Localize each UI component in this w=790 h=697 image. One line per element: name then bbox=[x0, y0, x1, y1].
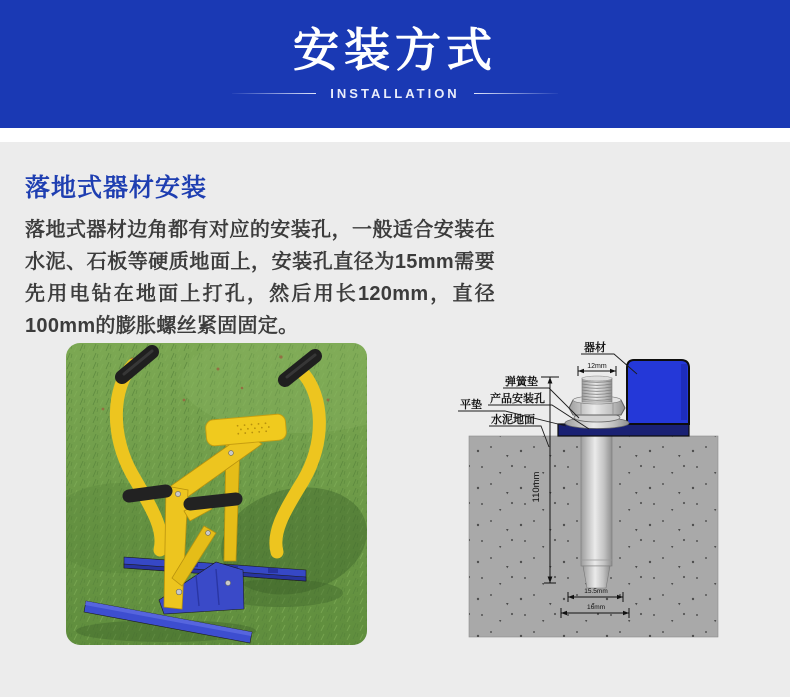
installation-diagram bbox=[440, 335, 758, 685]
dim-bolt-top-text: 12mm bbox=[587, 363, 607, 370]
content-section bbox=[0, 142, 790, 697]
dimension-bolt-top bbox=[578, 363, 616, 376]
section-heading: 落地式器材安装 bbox=[25, 174, 208, 202]
banner-title: 安装方式 bbox=[293, 24, 497, 76]
dim-hole-inner-text: 15.5mm bbox=[584, 588, 608, 595]
anchor-bolt-head bbox=[565, 376, 629, 429]
label-cement-ground: 水泥地面 bbox=[491, 414, 535, 426]
left-foam-peg bbox=[129, 491, 166, 496]
threaded-stud bbox=[582, 376, 612, 402]
banner-subtitle: INSTALLATION bbox=[330, 85, 460, 101]
label-spring-washer: 弹簧垫 bbox=[505, 376, 538, 388]
equipment-bracket bbox=[627, 360, 689, 424]
dim-anchor-depth-text: 110mm bbox=[531, 471, 542, 503]
decor-line-right bbox=[474, 93, 558, 94]
banner-subtitle-row bbox=[232, 86, 557, 101]
body-paragraph: 落地式器材边角都有对应的安装孔，一般适合安装在水泥、石板等硬质地面上，安装孔直径为15mm需要先用电钻在地面上打孔，然后用长120mm，直径100mm的膨胀螺丝紧固固定。 bbox=[25, 219, 495, 337]
banner bbox=[0, 0, 790, 128]
decor-line-left bbox=[232, 93, 316, 94]
label-mounting-hole: 产品安装孔 bbox=[490, 393, 545, 405]
right-foam-peg bbox=[190, 499, 236, 504]
equipment-photo bbox=[66, 343, 367, 645]
label-equipment: 器材 bbox=[584, 342, 606, 354]
expansion-anchor-sleeve bbox=[581, 436, 612, 588]
label-flat-washer: 平垫 bbox=[460, 399, 482, 411]
dim-hole-outer-text: 16mm bbox=[586, 604, 606, 611]
